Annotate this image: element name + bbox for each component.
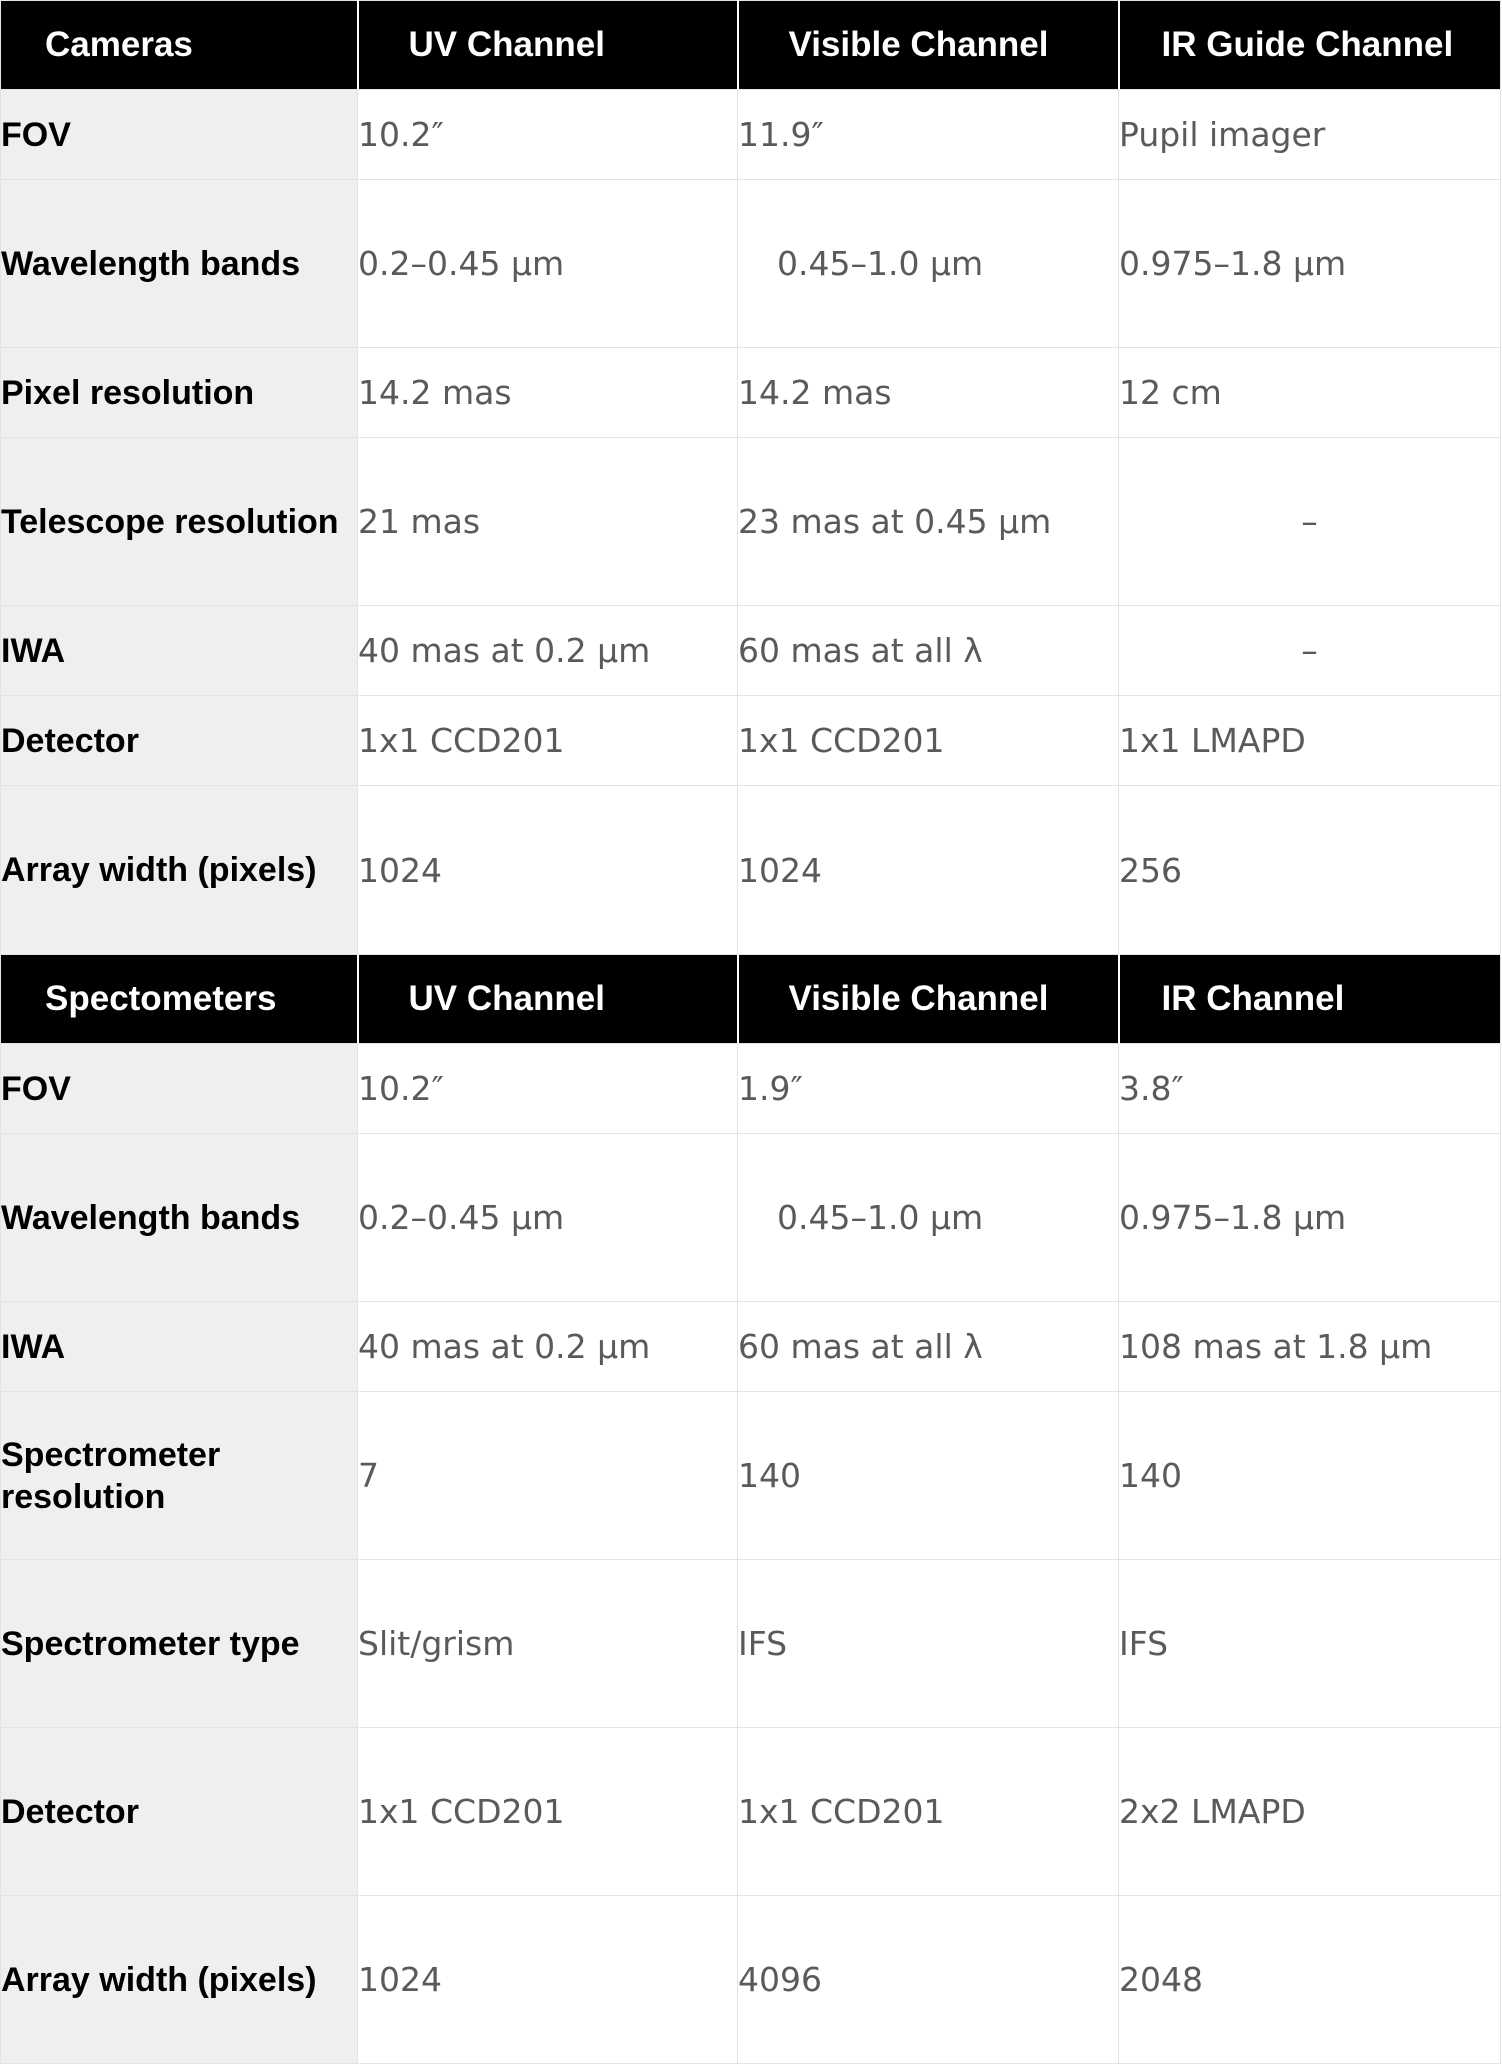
table-cell: 140 xyxy=(1119,1392,1501,1560)
table-cell: 108 mas at 1.8 μm xyxy=(1119,1302,1501,1392)
table-cell: 0.975–1.8 μm xyxy=(1119,1134,1501,1302)
table-row xyxy=(1,1728,1501,1896)
table-cell: 14.2 mas xyxy=(358,348,738,438)
table-row xyxy=(1,1044,1501,1134)
table-cell: 1.9″ xyxy=(738,1044,1119,1134)
table-cell: 1x1 CCD201 xyxy=(738,1728,1119,1896)
row-label: Spectrometer type xyxy=(1,1560,358,1728)
table-cell: 10.2″ xyxy=(358,1044,738,1134)
table-cell: 3.8″ xyxy=(1119,1044,1501,1134)
spectrometers-header-row xyxy=(1,955,1501,1044)
cameras-section-header: Cameras xyxy=(1,1,358,90)
table-cell: 0.2–0.45 μm xyxy=(358,1134,738,1302)
row-label: Wavelength bands xyxy=(1,180,358,348)
table-cell: IFS xyxy=(1119,1560,1501,1728)
row-label: IWA xyxy=(1,606,358,696)
table-row xyxy=(1,1302,1501,1392)
table-cell: – xyxy=(1119,438,1501,606)
table-cell: 7 xyxy=(358,1392,738,1560)
table-row xyxy=(1,180,1501,348)
table-cell: 60 mas at all λ xyxy=(738,606,1119,696)
table-cell: 23 mas at 0.45 μm xyxy=(738,438,1119,606)
table-row xyxy=(1,438,1501,606)
table-row xyxy=(1,696,1501,786)
table-cell: Pupil imager xyxy=(1119,90,1501,180)
cameras-header-row xyxy=(1,1,1501,90)
table-row xyxy=(1,606,1501,696)
table-cell: 2x2 LMAPD xyxy=(1119,1728,1501,1896)
table-cell: 1x1 CCD201 xyxy=(738,696,1119,786)
row-label: FOV xyxy=(1,90,358,180)
row-label: IWA xyxy=(1,1302,358,1392)
table-cell: 12 cm xyxy=(1119,348,1501,438)
table-cell: 1024 xyxy=(358,1896,738,2064)
table-cell: 40 mas at 0.2 μm xyxy=(358,606,738,696)
table-cell: 10.2″ xyxy=(358,90,738,180)
table-cell: IFS xyxy=(738,1560,1119,1728)
row-label: Telescope resolution xyxy=(1,438,358,606)
table-row xyxy=(1,1560,1501,1728)
table-cell: – xyxy=(1119,606,1501,696)
table-cell: 0.2–0.45 μm xyxy=(358,180,738,348)
table-row xyxy=(1,348,1501,438)
table-cell: 0.975–1.8 μm xyxy=(1119,180,1501,348)
row-label: FOV xyxy=(1,1044,358,1134)
row-label: Array width (pixels) xyxy=(1,786,358,955)
table-cell: 40 mas at 0.2 μm xyxy=(358,1302,738,1392)
table-cell: Slit/grism xyxy=(358,1560,738,1728)
ir-channel-header: IR Channel xyxy=(1119,955,1501,1044)
spectrometers-section-header: Spectometers xyxy=(1,955,358,1044)
row-label: Pixel resolution xyxy=(1,348,358,438)
table-row xyxy=(1,1392,1501,1560)
table-cell: 2048 xyxy=(1119,1896,1501,2064)
table-cell: 0.45–1.0 μm xyxy=(738,1134,1119,1302)
row-label: Array width (pixels) xyxy=(1,1896,358,2064)
table-cell: 4096 xyxy=(738,1896,1119,2064)
visible-channel-header: Visible Channel xyxy=(738,955,1119,1044)
table-cell: 1024 xyxy=(358,786,738,955)
row-label: Wavelength bands xyxy=(1,1134,358,1302)
ir-guide-channel-header: IR Guide Channel xyxy=(1119,1,1501,90)
table-cell: 140 xyxy=(738,1392,1119,1560)
table-cell: 1x1 LMAPD xyxy=(1119,696,1501,786)
visible-channel-header: Visible Channel xyxy=(738,1,1119,90)
row-label: Spectrometer resolution xyxy=(1,1392,358,1560)
table-cell: 1x1 CCD201 xyxy=(358,696,738,786)
table-cell: 1x1 CCD201 xyxy=(358,1728,738,1896)
table-cell: 21 mas xyxy=(358,438,738,606)
table-cell: 14.2 mas xyxy=(738,348,1119,438)
row-label: Detector xyxy=(1,1728,358,1896)
table-row xyxy=(1,1134,1501,1302)
table-row xyxy=(1,90,1501,180)
row-label: Detector xyxy=(1,696,358,786)
table-cell: 60 mas at all λ xyxy=(738,1302,1119,1392)
table-row xyxy=(1,786,1501,955)
uv-channel-header: UV Channel xyxy=(358,955,738,1044)
table-cell: 1024 xyxy=(738,786,1119,955)
table-cell: 11.9″ xyxy=(738,90,1119,180)
table-cell: 256 xyxy=(1119,786,1501,955)
uv-channel-header: UV Channel xyxy=(358,1,738,90)
table-cell: 0.45–1.0 μm xyxy=(738,180,1119,348)
table-row xyxy=(1,1896,1501,2064)
